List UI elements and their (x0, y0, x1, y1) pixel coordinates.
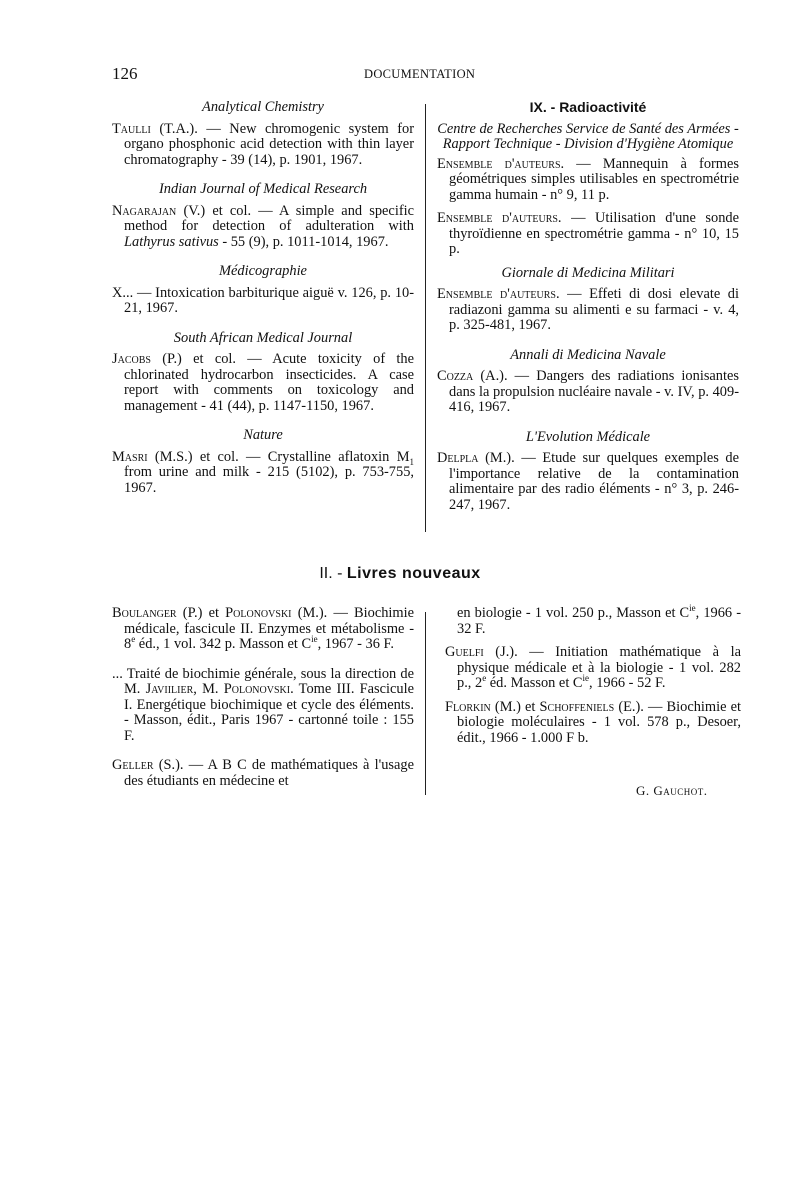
signature: G. Gauchot. (636, 783, 708, 798)
section-title: IX. - Radioactivité (529, 99, 647, 115)
author-name: Ensemble d'auteurs. (437, 286, 560, 302)
bibliography-entry (112, 286, 414, 317)
entry-text: (M.). — Etude sur quelques exemples de l'importance relative de la contamination alimentaire par des radio éléments - n° 3, p. 246-247, 1967. (449, 450, 739, 513)
entry-text: , 1967 - 36 F. (317, 636, 394, 652)
entry-text: (E.). — Biochimie et biologie moléculaires - 1 vol. 578 p., Desoer, édit., 1966 - 1.000 F b. (457, 698, 741, 746)
entry-text: (V.) et col. — A simple and specific method for detection of adulteration with (124, 202, 414, 234)
entry-text: — Effeti di dosi elevate di radiazoni gamma su alimenti e su farmaci - v. 4, p. 325-481, 1967. (449, 286, 739, 333)
entry-text: éd. Masson et C (486, 675, 583, 691)
bibliography-entry (437, 157, 739, 204)
book-entry-continuation (445, 603, 741, 637)
book-entry (112, 758, 414, 789)
bibliography-entry (437, 451, 739, 513)
author-name: Florkin (445, 698, 491, 715)
journal-title: Indian Journal of Medical Research (158, 181, 368, 197)
journal-title: L'Evolution Médicale (525, 428, 651, 445)
superscript: e (482, 673, 487, 684)
superscript: ie (311, 634, 318, 645)
author-name: Delpla (437, 450, 479, 466)
author-name: Polonovski (225, 605, 292, 621)
journal-title: Giornale di Medicina Militari (501, 264, 675, 281)
section-subheading (0, 565, 800, 583)
bibliography-entry (437, 287, 739, 334)
column-divider-bottom (425, 612, 426, 795)
subheading-title: Livres nouveaux (346, 565, 481, 582)
entry-text: (M.) et (490, 698, 540, 715)
entry-text: (T.A.). — New chromogenic system for organo phosphonic acid detection with thin layer chromatography - 39 (14), p. 1901, 1967. (124, 120, 414, 168)
author-name: Masri (112, 448, 148, 465)
entry-text: , M. (193, 681, 224, 697)
entry-text: , 1966 - 32 F. (457, 605, 741, 637)
author-name: Cozza (437, 368, 474, 384)
journal-title: Analytical Chemistry (202, 99, 324, 115)
entry-text: — Mannequin à formes géométriques simples utilisables en spectrométrie gamma humain - n° 9, 11 p. (449, 155, 739, 203)
entry-text: — Utilisation d'une sonde thyroïdienne en spectrométrie gamma - n° 10, 15 p. (449, 210, 739, 257)
author-name: Geller (112, 757, 154, 773)
author-name: Taulli (112, 120, 151, 137)
bibliography-entry (437, 369, 739, 416)
bibliography-entry (112, 204, 414, 251)
subscript: 1 (409, 456, 414, 467)
running-head: DOCUMENTATION (364, 67, 476, 81)
left-column-top (112, 100, 414, 510)
subheading-number: II. - (319, 565, 347, 582)
column-divider-top (425, 104, 426, 532)
entry-text: , 1966 - 52 F. (589, 675, 666, 691)
superscript: ie (582, 673, 590, 684)
entry-text: (J.). — Initiation mathématique à la physique médicale et à la biologie - 1 vol. 282 p., 2 (457, 644, 741, 691)
author-name: Polonovski (223, 681, 291, 697)
entry-text: éd., 1 vol. 342 p. Masson et C (135, 636, 312, 652)
entry-text: (M.S.) et col. — Crystalline aflatoxin M (147, 448, 410, 465)
author-name: Guelfi (445, 644, 484, 660)
entry-text: (A.). — Dangers des radiations ionisantes dans la propulsion nucléaire navale - v. IV, p. 409-416, 1967. (449, 368, 739, 415)
journal-title: South African Medical Journal (173, 329, 353, 346)
entry-text: X... — Intoxication barbiturique aiguë v. 126, p. 10-21, 1967. (112, 284, 414, 316)
superscript: e (131, 634, 136, 645)
book-entry (445, 645, 741, 692)
entry-text: . Tome III. Fascicule I. Energétique biochimique et cycle des éléments. - Masson, édit., Paris 1967 - cartonné toile : 155 F. (124, 681, 415, 744)
entry-text: - 55 (9), p. 1011-1014, 1967. (218, 233, 389, 250)
right-column-top (437, 100, 739, 527)
author-name: Schoffeniels (539, 698, 615, 715)
journal-title: Nature (243, 427, 283, 443)
entry-italic: Lathyrus sativus (124, 233, 219, 250)
author-name: Ensemble d'auteurs. (437, 210, 562, 226)
book-entry (112, 606, 414, 653)
bibliography-entry (437, 211, 739, 258)
organization-heading: Centre de Recherches Service de Santé des Armées - Rapport Technique - Division d'Hygiène Atomique (437, 120, 739, 152)
book-entry (112, 667, 414, 745)
left-column-bottom (112, 606, 414, 803)
bibliography-entry (112, 122, 414, 169)
page-number: 126 (112, 64, 138, 83)
bibliography-entry (112, 352, 414, 414)
entry-text: ... Traité de biochimie générale, sous la direction de M. (112, 665, 414, 697)
entry-text: (P.) et (176, 605, 226, 621)
author-name: Ensemble d'auteurs. (437, 155, 565, 172)
journal-title: Médicographie (219, 263, 307, 279)
entry-text: from urine and milk - 215 (5102), p. 753-755, 1967. (124, 464, 414, 496)
author-name: Nagarajan (112, 202, 177, 219)
entry-text: (P.) et col. — Acute toxicity of the chlorinated hydrocarbon insecticides. A case report with comments on toxicology and management - 41 (44), p. 1147-1150, 1967. (124, 351, 414, 414)
journal-title: Annali di Medicina Navale (510, 346, 666, 363)
entry-text: (M.). — Biochimie médicale, fascicule II. Enzymes et métabolisme - 8 (124, 605, 414, 652)
author-name: Boulanger (112, 605, 177, 621)
book-entry (445, 700, 741, 747)
entry-text: en biologie - 1 vol. 250 p., Masson et C (457, 605, 690, 621)
right-column-bottom (445, 603, 741, 754)
author-name: Javiilier (145, 681, 194, 697)
author-name: Jacobs (112, 351, 151, 367)
superscript: ie (689, 603, 696, 614)
bibliography-entry (112, 450, 414, 497)
entry-text: (S.). — A B C de mathématiques à l'usage des étudiants en médecine et (124, 757, 414, 789)
